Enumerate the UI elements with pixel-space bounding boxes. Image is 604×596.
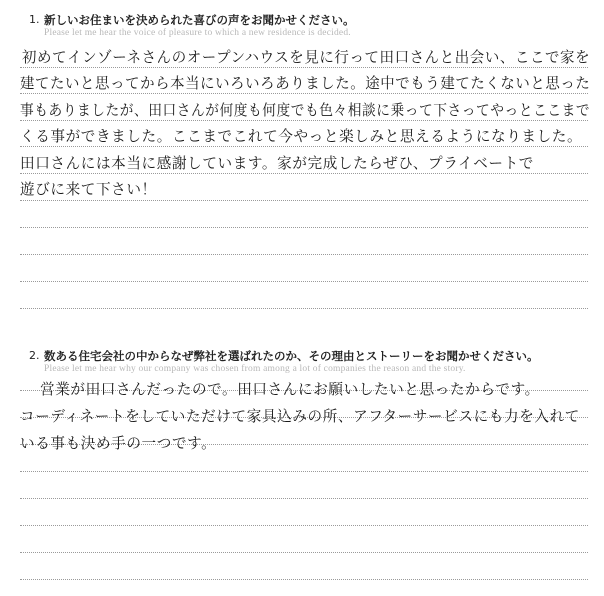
answer-2-line-1: 営業が田口さんだったので。田口さんにお願いしたいと思ったからです。	[40, 381, 540, 398]
ruled-line	[20, 552, 588, 553]
ruled-line	[20, 227, 588, 228]
ruled-line	[20, 120, 588, 121]
question-2-number: 2.	[29, 349, 40, 362]
answer-1-line-6: 遊びに来て下さい！	[20, 181, 157, 198]
ruled-line	[20, 308, 588, 309]
ruled-line	[20, 525, 588, 526]
ruled-line	[20, 254, 588, 255]
ruled-line	[20, 200, 588, 201]
answer-1-line-5: 田口さんには本当に感謝しています。家が完成したらぜひ、プライベートで	[20, 155, 534, 172]
question-1-number: 1.	[29, 13, 40, 26]
answer-2-line-3: いる事も決め手の一つです。	[20, 435, 217, 452]
ruled-line	[20, 498, 588, 499]
answer-1-line-1: 初めてインゾーネさんのオープンハウスを見に行って田口さんと出会い、ここで家を	[22, 49, 591, 66]
ruled-line	[20, 471, 588, 472]
ruled-line	[20, 67, 588, 68]
question-2-subtitle: Please let me hear why our company was chosen from among a lot of companies the reason and the story.	[44, 364, 466, 374]
ruled-line	[20, 93, 588, 94]
answer-1-line-4: くる事ができました。ここまでこれて今やっと楽しみと思えるようになりました。	[20, 128, 583, 145]
answer-2-line-2: コーディネートをしていただけて家具込みの所、アフターサービスにも力を入れて	[20, 408, 580, 425]
question-1-subtitle: Please let me hear the voice of pleasure to which a new residence is decided.	[44, 28, 351, 38]
answer-1-line-2: 建てたいと思ってから本当にいろいろありました。途中でもう建てたくないと思った	[20, 75, 591, 92]
ruled-line	[20, 281, 588, 282]
question-1-title: 新しいお住まいを決められた喜びの声をお聞かせください。	[44, 13, 355, 27]
ruled-line	[20, 173, 588, 174]
ruled-line	[20, 579, 588, 580]
answer-1-line-3: 事もありましたが、田口さんが何度も何度でも色々相談に乗って下さってやっとここまで	[20, 102, 591, 119]
ruled-line	[20, 146, 588, 147]
question-2-title: 数ある住宅会社の中からなぜ弊社を選ばれたのか、その理由とストーリーをお聞かせください。	[44, 349, 539, 363]
